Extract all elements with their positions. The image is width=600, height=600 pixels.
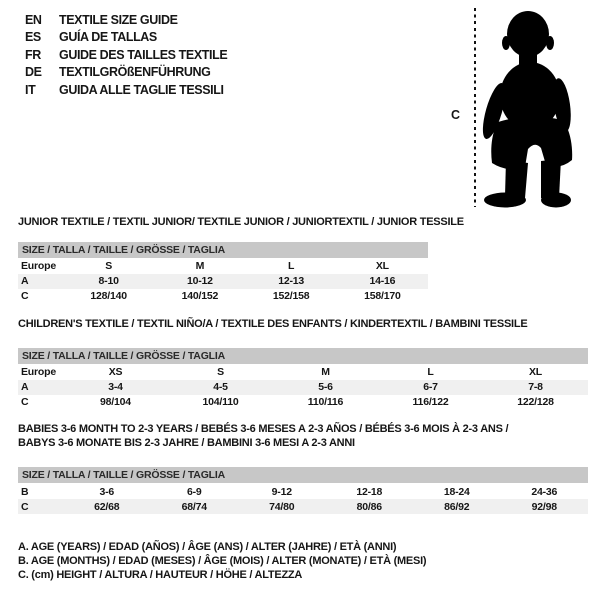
table-cell: 116/122: [412, 396, 449, 408]
baby-leg-left: [505, 160, 528, 198]
baby-ear-left: [502, 36, 510, 50]
table-cell: 98/104: [100, 396, 131, 408]
table-cell: L: [288, 260, 295, 272]
table-cell: 62/68: [63, 499, 151, 514]
height-dashed-line: [474, 8, 476, 207]
row-label: Europe: [21, 366, 56, 378]
table-title: [18, 318, 588, 332]
height-label: C: [451, 108, 461, 122]
table-row: [18, 499, 588, 514]
language-item: [25, 11, 227, 29]
table-row: [18, 380, 588, 395]
language-code: DE: [25, 65, 42, 80]
table-row: [18, 258, 428, 274]
table-cell: XL: [375, 260, 389, 272]
baby-foot-left: [484, 193, 526, 208]
language-code: ES: [25, 30, 41, 45]
size-table-section-junior: [18, 216, 464, 304]
language-code: EN: [25, 12, 42, 27]
table-row: [18, 364, 588, 380]
size-table-section-children: [18, 318, 588, 410]
table-title: [18, 423, 588, 450]
table-cell: 24-36: [531, 485, 558, 498]
baby-leg-right: [541, 159, 561, 198]
size-header-cell: SIZE / TALLA / TAILLE / GRÖSSE / TAGLIA: [18, 467, 588, 484]
table-cell: M: [195, 260, 205, 272]
language-item: [25, 46, 227, 64]
table-cell: 18-24: [443, 485, 470, 498]
table-title-line: BABIES 3-6 MONTH TO 2-3 YEARS / BEBÉS 3-6 MESES A 2-3 AÑOS / BÉBÉS 3-6 MOIS À 2-3 ANS /: [18, 423, 509, 435]
size-header-row: [18, 467, 588, 484]
table-row: [18, 395, 588, 410]
language-list: [25, 11, 227, 99]
table-row: [18, 289, 428, 304]
language-code: FR: [25, 47, 41, 62]
table-cell: 110/116: [307, 396, 344, 408]
size-header-cell: SIZE / TALLA / TAILLE / GRÖSSE / TAGLIA: [18, 242, 428, 259]
table-cell: 104/110: [202, 396, 239, 408]
table-cell: XS: [108, 366, 123, 378]
table-cell: 80/86: [326, 499, 414, 514]
size-table: [18, 467, 588, 514]
table-row: [18, 484, 588, 500]
table-cell: 6-9: [186, 485, 202, 498]
table-cell: 3-4: [63, 380, 168, 395]
table-title-line: CHILDREN'S TEXTILE / TEXTIL NIÑO/A / TEXTILE DES ENFANTS / KINDERTEXTIL / BAMBINI TESSILE: [18, 318, 528, 330]
table-cell: 8-10: [63, 274, 154, 289]
language-label: GUIDA ALLE TAGLIE TESSILI: [59, 82, 224, 97]
table-cell: XL: [528, 366, 543, 378]
language-item: [25, 29, 227, 47]
row-label: B: [21, 485, 29, 498]
language-item: [25, 64, 227, 82]
row-label: C: [21, 290, 29, 302]
table-cell: 12-13: [246, 274, 337, 289]
table-cell: 5-6: [273, 380, 378, 395]
language-label: GUIDE DES TAILLES TEXTILE: [59, 47, 228, 62]
legend-line: B. AGE (MONTHS) / EDAD (MESES) / ÂGE (MOIS) / ALTER (MONATE) / ETÀ (MESI): [18, 555, 427, 568]
row-label: Europe: [21, 260, 56, 272]
size-table: [18, 348, 588, 410]
table-cell: 4-5: [168, 380, 273, 395]
size-table-section-babies: [18, 423, 588, 514]
baby-silhouette-icon: [478, 10, 578, 208]
baby-head: [507, 11, 549, 57]
table-cell: 86/92: [413, 499, 501, 514]
row-label: A: [18, 380, 63, 395]
table-cell: 3-6: [99, 485, 115, 498]
legend: [18, 540, 426, 583]
table-row: [18, 274, 428, 289]
table-cell: S: [217, 366, 224, 378]
table-cell: 74/80: [238, 499, 326, 514]
table-cell: 12-18: [356, 485, 383, 498]
table-cell: 9-12: [271, 485, 292, 498]
table-cell: L: [427, 366, 434, 378]
table-cell: 122/128: [517, 396, 554, 408]
size-header-row: [18, 348, 588, 365]
table-cell: 6-7: [378, 380, 483, 395]
baby-ear-right: [546, 36, 554, 50]
table-cell: 158/170: [364, 290, 401, 302]
language-code: IT: [25, 82, 36, 97]
table-cell: 140/152: [181, 290, 219, 302]
table-title: [18, 216, 464, 230]
table-cell: 128/140: [90, 290, 127, 302]
table-cell: 14-16: [337, 274, 428, 289]
language-label: TEXTILE SIZE GUIDE: [59, 12, 178, 27]
table-cell: 7-8: [483, 380, 588, 395]
row-label: C: [18, 499, 63, 514]
row-label: A: [18, 274, 63, 289]
size-header-row: [18, 242, 428, 259]
table-cell: 152/158: [272, 290, 310, 302]
table-cell: 92/98: [501, 499, 589, 514]
language-label: GUÍA DE TALLAS: [59, 30, 157, 45]
table-cell: 68/74: [151, 499, 239, 514]
table-cell: M: [321, 366, 330, 378]
language-label: TEXTILGRÖßENFÜHRUNG: [59, 65, 211, 80]
table-title-line: JUNIOR TEXTILE / TEXTIL JUNIOR/ TEXTILE JUNIOR / JUNIORTEXTIL / JUNIOR TESSILE: [18, 216, 464, 228]
table-cell: S: [105, 260, 113, 272]
legend-line: A. AGE (YEARS) / EDAD (AÑOS) / ÂGE (ANS) / ALTER (JAHRE) / ETÀ (ANNI): [18, 541, 397, 553]
legend-line: C. (cm) HEIGHT / ALTURA / HAUTEUR / HÖHE / ALTEZZA: [18, 569, 303, 582]
row-label: C: [21, 396, 29, 408]
table-cell: 10-12: [154, 274, 245, 289]
baby-foot-right: [541, 193, 571, 208]
language-item: [25, 81, 227, 99]
size-header-cell: SIZE / TALLA / TAILLE / GRÖSSE / TAGLIA: [18, 348, 588, 365]
size-table: [18, 242, 428, 304]
table-title-line: BABYS 3-6 MONATE BIS 2-3 JAHRE / BAMBINI 3-6 MESI A 2-3 ANNI: [18, 436, 355, 449]
